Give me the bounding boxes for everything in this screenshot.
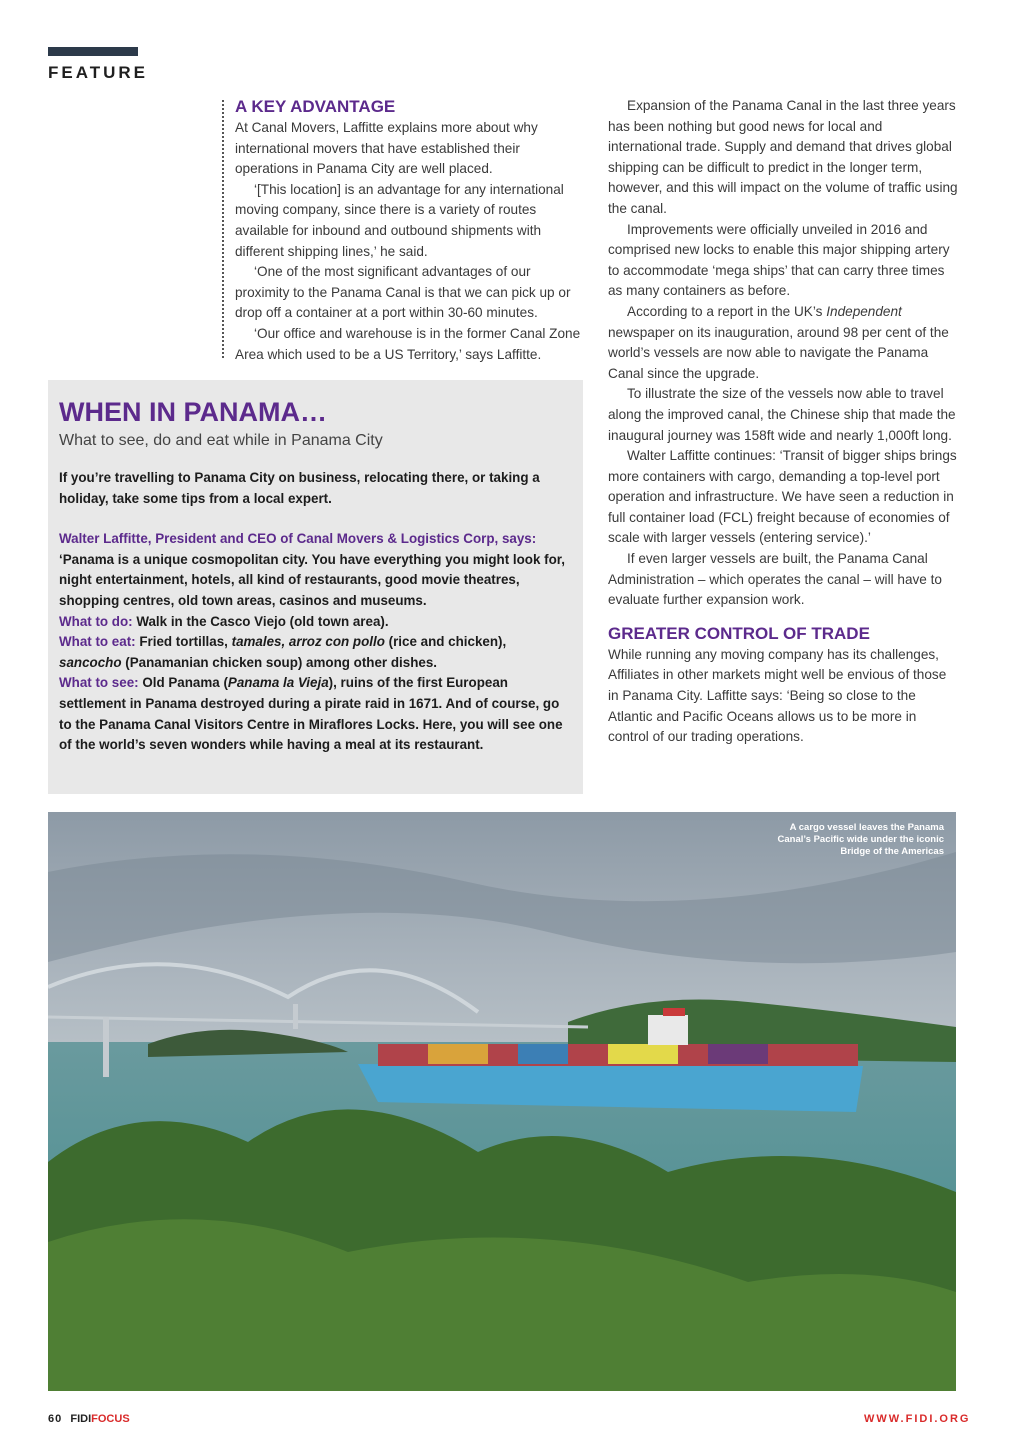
box-what-to-eat xyxy=(59,632,569,673)
place-name: Panama la Vieja xyxy=(227,675,329,691)
label: What to eat: xyxy=(59,634,136,650)
label: What to do: xyxy=(59,613,133,629)
paragraph: While running any moving company has its challenges, Affiliates in other markets might well be envious of those in Panama City. Laffitte says: ‘Being so close to the Atlantic and Pacific Oceans allows us to be more in control of our trading operations. xyxy=(608,646,947,745)
footer-left xyxy=(48,1413,130,1425)
dish-name: sancocho xyxy=(59,654,122,670)
text: (rice and chicken), xyxy=(384,634,507,650)
paragraph: Walter Laffitte continues: ‘Transit of bigger ships brings more containers with cargo, demanding a top-level port operation and infrastructure. We have seen a reduction in full container load (FCL) freight because of economies of scale with larger vessels (entering service).’ xyxy=(608,448,957,546)
box-what-to-do xyxy=(59,612,569,633)
greater-control-heading: GREATER CONTROL OF TRADE xyxy=(608,623,870,643)
paragraph: ‘One of the most significant advantages of our proximity to the Panama Canal is that we can pick up or drop off a container at a port within 30-60 minutes. xyxy=(235,264,571,321)
text: Fried tortillas, xyxy=(135,634,232,650)
paragraph: Expansion of the Panama Canal in the last three years has been nothing but good news for local and international trade. Supply and demand that drives global shipping can be difficult to predict in the longer term, however, and this will impact on the volume of traffic using the canal. xyxy=(608,98,958,216)
paragraph: At Canal Movers, Laffitte explains more about why international movers that have established their operations in Panama City are well placed. xyxy=(235,120,538,177)
box-quote: ‘Panama is a unique cosmopolitan city. You have everything you might look for, night entertainment, hotels, all kind of restaurants, good movie theatres, shopping centres, old town areas, casinos and museums. xyxy=(59,551,565,608)
text: Old Panama ( xyxy=(138,675,228,691)
box-speaker: Walter Laffitte, President and CEO of Canal Movers & Logistics Corp, says: xyxy=(59,531,537,547)
paragraph: Improvements were officially unveiled in 2016 and comprised new locks to enable this major shipping artery to accommodate ‘mega ships’ that can carry three times as many containers as before. xyxy=(608,221,950,299)
dish-names: tamales, arroz con pollo xyxy=(231,634,385,650)
dotted-divider xyxy=(222,100,224,358)
publication-name: Independent xyxy=(826,303,902,319)
canal-illustration xyxy=(48,812,956,1391)
text: According to a report in the UK’s xyxy=(627,303,827,319)
text: Walk in the Casco Viejo (old town area). xyxy=(132,613,389,629)
page-number: 60 xyxy=(48,1413,63,1425)
box-intro: If you’re travelling to Panama City on business, relocating there, or taking a holiday, take some tips from a local expert. xyxy=(59,470,540,506)
paragraph: To illustrate the size of the vessels now able to travel along the improved canal, the Chinese ship that made the inaugural journey was 158ft wide and nearly 1,000ft long. xyxy=(608,386,956,443)
label: What to see: xyxy=(59,675,139,691)
box-what-to-see xyxy=(59,673,569,755)
footer-url[interactable]: WWW.FIDI.ORG xyxy=(864,1413,971,1425)
canal-photo xyxy=(48,812,956,1391)
paragraph: ‘[This location] is an advantage for any international moving company, since there is a variety of routes available for inbound and outbound shipments with different shipping lines,’ he said. xyxy=(235,181,564,259)
sidebar-box xyxy=(48,380,583,794)
box-title: WHEN IN PANAMA… xyxy=(59,397,327,427)
text: ), ruins of the first European settlement in Panama destroyed during a pirate raid in 1671. And of course, go to the Panama Canal Visitors Centre in Miraflores Locks. Here, you will see one of the world’s seven wonders while having a meal at its restaurant. xyxy=(59,675,563,753)
brand-fidi: FIDI xyxy=(70,1413,92,1425)
column-left xyxy=(235,96,583,365)
column-right xyxy=(608,96,960,748)
brand-focus: FOCUS xyxy=(91,1413,130,1425)
section-bar xyxy=(48,47,138,56)
paragraph: ‘Our office and warehouse is in the former Canal Zone Area which used to be a US Territory,’ says Laffitte. xyxy=(235,325,581,362)
paragraph: If even larger vessels are built, the Panama Canal Administration – which operates the canal – will have to evaluate further expansion work. xyxy=(608,551,942,608)
text: newspaper on its inauguration, around 98 per cent of the world’s vessels are now able to navigate the Panama Canal since the upgrade. xyxy=(608,324,949,381)
text: (Panamanian chicken soup) among other dishes. xyxy=(121,654,438,670)
section-label: FEATURE xyxy=(48,63,149,82)
paragraph xyxy=(608,302,960,384)
key-advantage-heading: A KEY ADVANTAGE xyxy=(235,97,396,116)
box-subtitle: What to see, do and eat while in Panama City xyxy=(59,432,383,449)
photo-caption: A cargo vessel leaves the Panama Canal’s Pacific wide under the iconic Bridge of the Americas xyxy=(777,822,944,857)
